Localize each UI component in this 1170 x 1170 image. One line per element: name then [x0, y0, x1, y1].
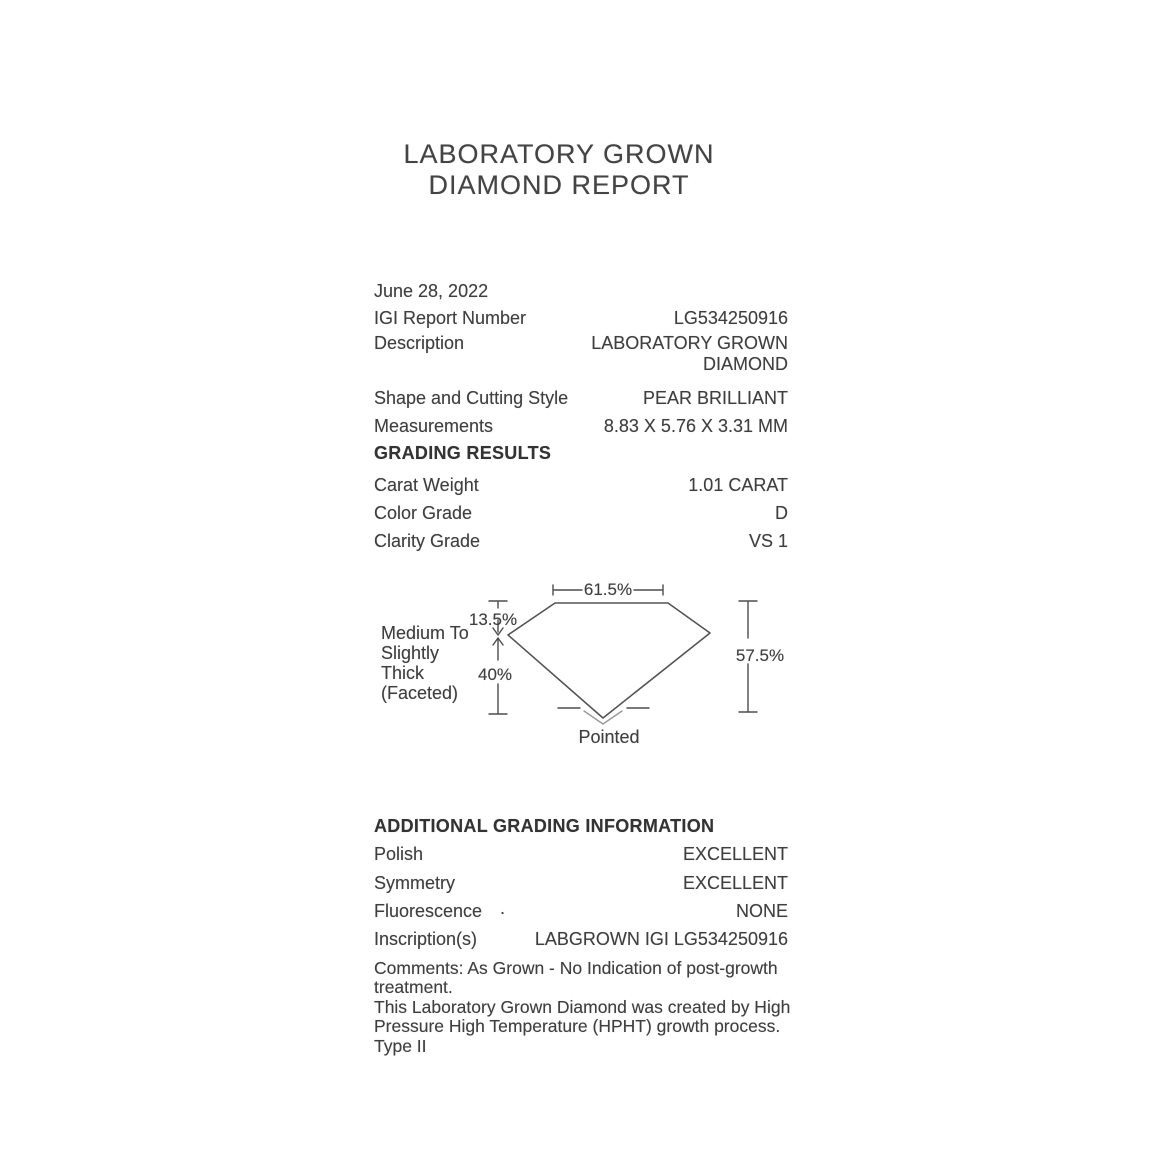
shape-row — [374, 388, 788, 409]
depth-percent-label: 57.5% — [735, 646, 785, 665]
diamond-outline — [508, 603, 710, 718]
clarity-grade-row — [374, 531, 788, 552]
color-grade-label: Color Grade — [374, 503, 473, 523]
clarity-grade-value: VS 1 — [748, 531, 788, 551]
color-grade-row — [374, 503, 788, 524]
additional-header: ADDITIONAL GRADING INFORMATION — [374, 816, 715, 836]
grading-results-header-row — [374, 443, 788, 464]
report-date: June 28, 2022 — [374, 281, 489, 301]
girdle-line-2: Slightly — [381, 643, 440, 663]
symmetry-row — [374, 873, 788, 894]
report-number-value: LG534250916 — [673, 308, 788, 328]
measurements-row — [374, 416, 788, 437]
description-value: LABORATORY GROWN DIAMOND — [591, 333, 788, 374]
scan-artifact-dot: . — [500, 898, 506, 918]
clarity-grade-label: Clarity Grade — [374, 531, 481, 551]
girdle-line-4: (Faceted) — [381, 683, 459, 703]
symmetry-label: Symmetry — [374, 873, 455, 893]
comments-line-1: Comments: As Grown - No Indication of post-growth — [374, 958, 778, 978]
fluorescence-row — [374, 901, 788, 922]
crown-percent-label: 13.5% — [468, 610, 518, 629]
title-line-1: LABORATORY GROWN — [403, 139, 715, 169]
polish-row — [374, 844, 788, 865]
girdle-line-1: Medium To — [381, 623, 469, 643]
shape-value: PEAR BRILLIANT — [642, 388, 788, 408]
report-number-label: IGI Report Number — [374, 308, 527, 328]
polish-label: Polish — [374, 844, 424, 864]
grading-results-header: GRADING RESULTS — [374, 443, 552, 463]
color-grade-value: D — [775, 503, 788, 523]
measurements-value: 8.83 X 5.76 X 3.31 MM — [603, 416, 788, 436]
girdle-line-3: Thick — [381, 663, 425, 683]
title-line-2: DIAMOND REPORT — [428, 170, 690, 200]
comments-line-5: Type II — [374, 1035, 427, 1056]
fluorescence-label: Fluorescence — [374, 901, 483, 921]
report-title — [403, 139, 714, 201]
fluorescence-value: NONE — [735, 901, 788, 921]
report-date-row — [374, 281, 788, 302]
inscription-value: LABGROWN IGI LG534250916 — [534, 929, 788, 949]
inscription-label: Inscription(s) — [374, 929, 478, 949]
culet-description: Pointed — [578, 727, 640, 747]
description-row — [374, 333, 788, 375]
carat-weight-value: 1.01 CARAT — [688, 475, 788, 495]
comments-block — [374, 959, 804, 1056]
inscription-row — [374, 929, 788, 950]
description-label: Description — [374, 333, 465, 353]
additional-header-row — [374, 816, 788, 837]
shape-label: Shape and Cutting Style — [374, 388, 569, 408]
comments-line-3: This Laboratory Grown Diamond was created by High — [374, 996, 791, 1017]
report-number-row — [374, 308, 788, 329]
polish-value: EXCELLENT — [682, 844, 788, 864]
girdle-description — [381, 623, 469, 703]
comments-line-4: Pressure High Temperature (HPHT) growth process. — [374, 1016, 781, 1037]
carat-weight-label: Carat Weight — [374, 475, 479, 495]
table-percent-label: 61.5% — [583, 580, 633, 599]
pavilion-percent-label: 40% — [477, 665, 513, 684]
measurements-label: Measurements — [374, 416, 494, 436]
symmetry-value: EXCELLENT — [682, 873, 788, 893]
comments-line-2: treatment. — [374, 977, 453, 998]
carat-weight-row — [374, 475, 788, 496]
